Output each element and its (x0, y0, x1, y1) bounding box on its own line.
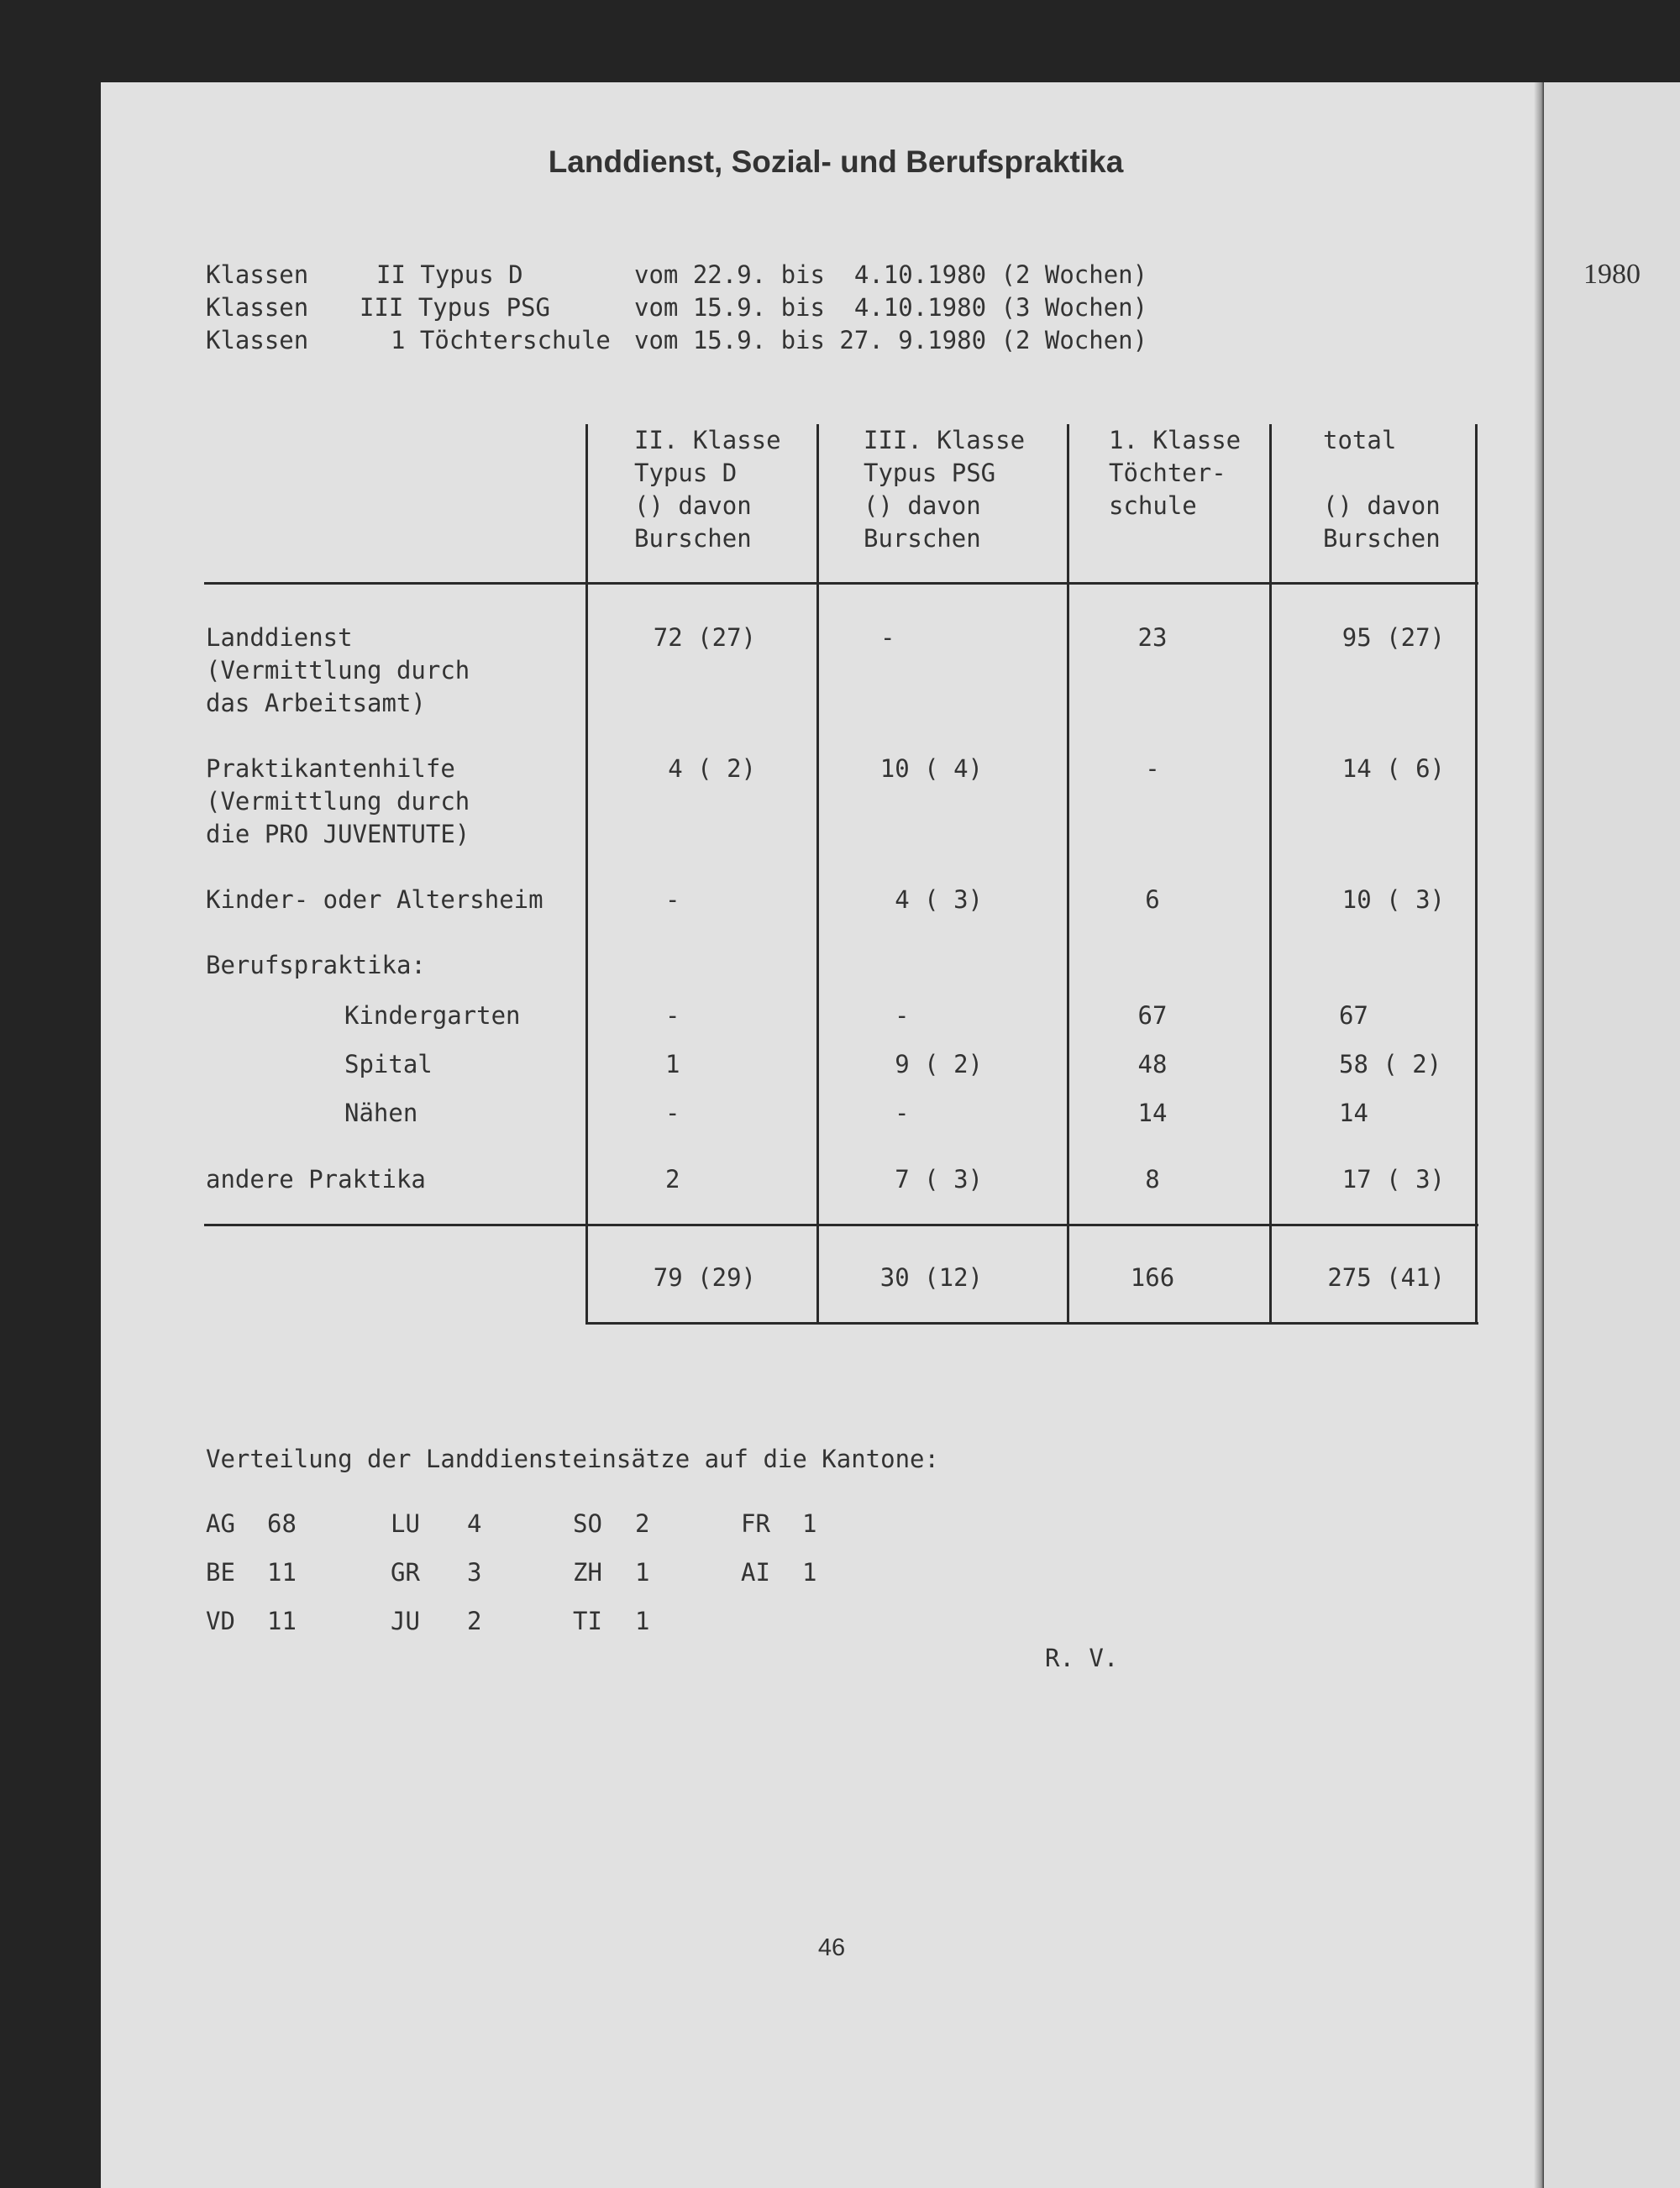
schedule-class: II Typus D (376, 260, 523, 289)
table-cell: - (665, 1001, 680, 1030)
schedule-period: vom 15.9. bis 27. 9.1980 (2 Wochen) (634, 326, 1148, 354)
table-column-divider (1475, 424, 1478, 1325)
table-cell: 7 ( 3) (895, 1165, 983, 1194)
table-cell: - (1145, 754, 1160, 783)
canton-code: AI (741, 1558, 770, 1587)
document-page (101, 82, 1550, 2188)
table-cell: 67 (1137, 1001, 1168, 1030)
row-label: Praktikantenhilfe (Vermittlung durch die PRO JUVENTUTE) (206, 754, 470, 848)
canton-count: 1 (802, 1558, 817, 1587)
table-cell: 14 (1137, 1099, 1168, 1127)
table-cell: - (665, 1099, 680, 1127)
header-toechterschule: 1. Klasse Töchter- schule (1109, 426, 1242, 520)
schedule-label: Klassen (206, 326, 309, 354)
total-cell: 30 (12) (879, 1263, 983, 1292)
table-cell: 67 (1339, 1001, 1368, 1030)
table-cell: 10 ( 3) (1341, 885, 1445, 914)
canton-count: 1 (802, 1509, 817, 1538)
table-cell: 14 ( 6) (1341, 754, 1445, 783)
header-total: total () davon Burschen (1323, 426, 1441, 553)
table-header-rule (204, 582, 1478, 585)
canton-code: AG (206, 1509, 235, 1538)
table-cell: 4 ( 3) (895, 885, 983, 914)
table-cell: 1 (665, 1050, 680, 1078)
table-column-divider (1067, 424, 1069, 1325)
table-cell: 58 ( 2) (1339, 1050, 1442, 1078)
signature: R. V. (1045, 1644, 1119, 1672)
row-label: Kindergarten (344, 1001, 521, 1030)
facing-page (1544, 82, 1680, 2188)
canton-code: FR (741, 1509, 770, 1538)
table-cell: 6 (1145, 885, 1160, 914)
distribution-heading: Verteilung der Landdiensteinsätze auf die Kantone: (206, 1445, 939, 1473)
table-cell: - (880, 623, 895, 652)
table-cell: 23 (1137, 623, 1168, 652)
canton-count: 2 (635, 1509, 650, 1538)
schedule-label: Klassen (206, 293, 309, 322)
table-cell: 9 ( 2) (895, 1050, 983, 1078)
schedule-period: vom 22.9. bis 4.10.1980 (2 Wochen) (634, 260, 1148, 289)
canton-count: 1 (635, 1558, 650, 1587)
table-cell: 8 (1145, 1165, 1160, 1194)
canton-code: GR (391, 1558, 420, 1587)
row-label: Nähen (344, 1099, 418, 1127)
table-cell: 10 ( 4) (879, 754, 983, 783)
header-class-ii: II. Klasse Typus D () davon Burschen (634, 426, 781, 553)
schedule-period: vom 15.9. bis 4.10.1980 (3 Wochen) (634, 293, 1148, 322)
total-cell: 79 (29) (653, 1263, 756, 1292)
schedule-class: III Typus PSG (360, 293, 550, 322)
table-cell: 72 (27) (653, 623, 756, 652)
page-number: 46 (817, 1934, 846, 1961)
table-column-divider (585, 424, 588, 1325)
total-cell: 166 (1130, 1263, 1175, 1292)
table-bottom-rule (586, 1322, 1478, 1325)
canton-count: 3 (467, 1558, 482, 1587)
table-column-divider (1269, 424, 1272, 1325)
total-cell: 275 (41) (1327, 1263, 1445, 1292)
side-year: 1980 (1583, 259, 1641, 290)
canton-code: BE (206, 1558, 235, 1587)
row-label: Berufspraktika: (206, 951, 426, 979)
table-cell: 95 (27) (1341, 623, 1445, 652)
canton-code: LU (391, 1509, 420, 1538)
schedule-label: Klassen (206, 260, 309, 289)
table-cell: - (665, 885, 680, 914)
canton-code: SO (573, 1509, 602, 1538)
canton-count: 11 (267, 1607, 297, 1635)
table-cell: 4 ( 2) (668, 754, 756, 783)
canton-count: 11 (267, 1558, 297, 1587)
canton-count: 68 (267, 1509, 297, 1538)
canton-code: TI (573, 1607, 602, 1635)
row-label: andere Praktika (206, 1165, 426, 1194)
canton-code: VD (206, 1607, 235, 1635)
canton-count: 1 (635, 1607, 650, 1635)
header-class-iii: III. Klasse Typus PSG () davon Burschen (864, 426, 1026, 553)
table-cell: - (895, 1099, 910, 1127)
row-label: Spital (344, 1050, 433, 1078)
schedule-class: 1 Töchterschule (391, 326, 611, 354)
table-cell: 14 (1339, 1099, 1368, 1127)
canton-code: ZH (573, 1558, 602, 1587)
row-label: Landdienst (Vermittlung durch das Arbeitsamt) (206, 623, 470, 717)
table-cell: 48 (1137, 1050, 1168, 1078)
canton-code: JU (391, 1607, 420, 1635)
canton-count: 2 (467, 1607, 482, 1635)
table-cell: 17 ( 3) (1341, 1165, 1445, 1194)
row-label: Kinder- oder Altersheim (206, 885, 543, 914)
page-title: Landdienst, Sozial- und Berufspraktika (548, 144, 1124, 179)
table-column-divider (816, 424, 819, 1325)
table-cell: - (895, 1001, 910, 1030)
table-total-rule (204, 1224, 1478, 1226)
table-cell: 2 (665, 1165, 680, 1194)
canton-count: 4 (467, 1509, 482, 1538)
